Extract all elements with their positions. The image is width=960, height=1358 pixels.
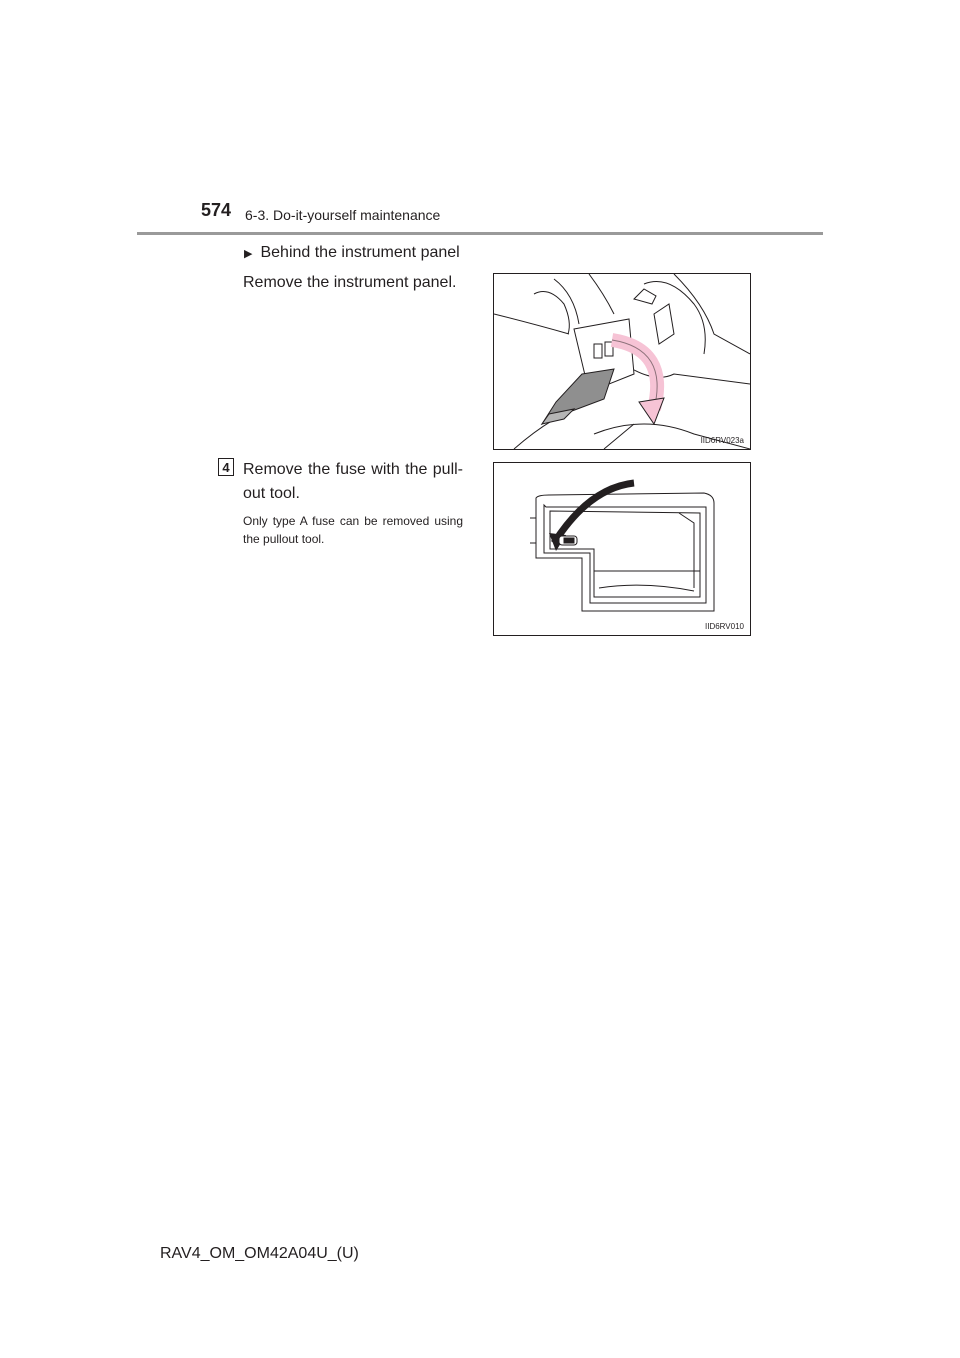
header-rule (137, 232, 823, 235)
step-text-remove-panel: Remove the instrument panel. (243, 274, 457, 291)
figure-code: IID6RV010 (705, 622, 744, 631)
figure-fuse-box (493, 462, 751, 636)
bullet-heading (244, 244, 460, 262)
footer-doc-id: RAV4_OM_OM42A04U_(U) (160, 1245, 359, 1262)
figure-instrument-panel (493, 273, 751, 450)
figure-code: IID6RV023a (700, 436, 744, 445)
step-note: Only type A fuse can be removed using the pullout tool. (243, 514, 463, 546)
page-number: 574 (201, 200, 232, 220)
bullet-heading-text: Behind the instrument panel (260, 244, 460, 261)
right-triangle-bullet-icon: ▶ (244, 247, 253, 260)
pullout-tool (559, 536, 577, 545)
instrument-panel-illustration (494, 274, 750, 449)
step-number-4: 4 (218, 458, 234, 476)
fuse-box-illustration (494, 463, 750, 635)
section-title: 6-3. Do-it-yourself maintenance (245, 207, 441, 223)
step-text-remove-fuse: Remove the fuse with the pull-out tool. (243, 461, 463, 502)
